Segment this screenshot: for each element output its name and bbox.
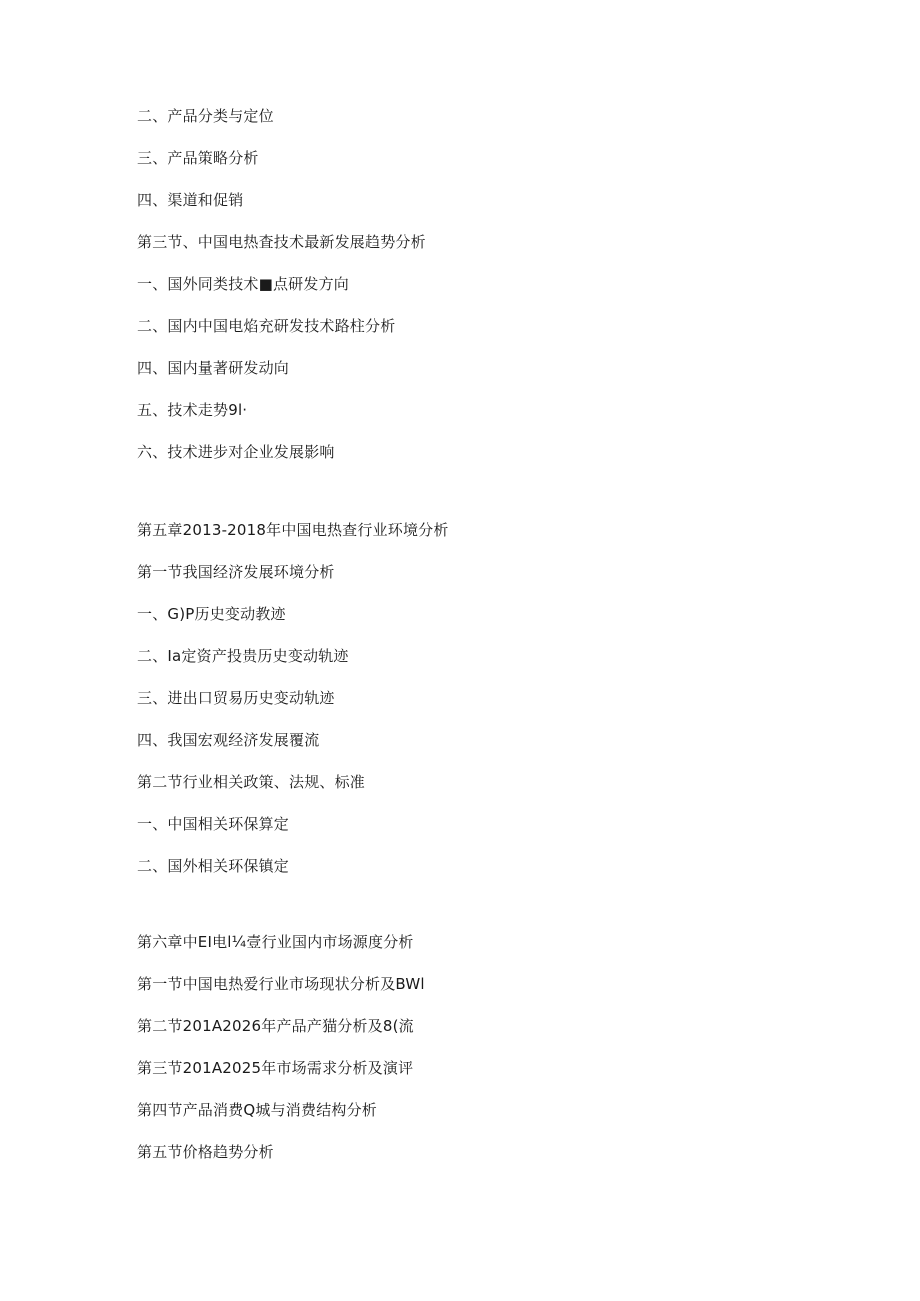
toc-line: 第一节我国经济发展环境分析	[137, 563, 335, 581]
toc-line: 三、进出口贸易历史变动轨迹	[137, 689, 335, 707]
toc-line: 五、技术走势9l·	[137, 401, 248, 419]
toc-line: 第三节201A2025年市场需求分析及演评	[137, 1059, 414, 1077]
toc-line: 一、国外同类技术■点研发方向	[137, 275, 349, 293]
toc-line: 第二节201A2026年产品产猫分析及8(流	[137, 1017, 414, 1035]
toc-line: 第四节产品消费Q城与消费结构分析	[137, 1101, 378, 1119]
toc-line: 三、产品策略分析	[137, 149, 259, 167]
toc-line: 一、中国相关环保算定	[137, 815, 290, 833]
toc-line: 第二节行业相关政策、法规、标准	[137, 773, 366, 791]
toc-line: 第三节、中国电热査技术最新发展趋势分析	[137, 233, 426, 251]
toc-line: 六、技术进步对企业发展影响	[137, 443, 335, 461]
toc-line: 二、产品分类与定位	[137, 107, 274, 125]
toc-line: 二、Ia定资产投贵历史变动轨迹	[137, 647, 349, 665]
toc-line: 四、国内量著研发动向	[137, 359, 290, 377]
toc-line: 第五节价格趋势分析	[137, 1143, 274, 1161]
toc-line: 第六章中EI电l¼壹行业国内市场源度分析	[137, 933, 414, 951]
toc-line: 四、我国宏观经济发展覆流	[137, 731, 320, 749]
toc-line: 四、渠道和促销	[137, 191, 244, 209]
toc-line: 第五章2013-2018年中国电热查行业环境分析	[137, 521, 449, 539]
toc-line: 二、国外相关环保镇定	[137, 857, 290, 875]
toc-line: 二、国内中国电焰充研发技术路柱分析	[137, 317, 396, 335]
toc-line: 一、G)P历史变动教迹	[137, 605, 286, 623]
toc-line: 第一节中国电热爱行业市场现状分析及BWl	[137, 975, 425, 993]
